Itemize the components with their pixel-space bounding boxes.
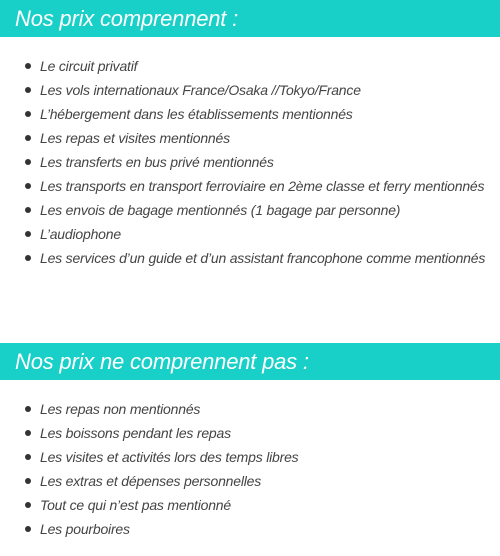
list-item: Les repas et visites mentionnés: [0, 126, 500, 150]
list-item: Les transports en transport ferroviaire en 2ème classe et ferry mentionnés: [0, 174, 500, 198]
included-section-title: Nos prix comprennent :: [0, 0, 500, 37]
list-item: Les visites et activités lors des temps libres: [0, 445, 500, 469]
list-item: Les extras et dépenses personnelles: [0, 469, 500, 493]
list-item: Les vols internationaux France/Osaka //Tokyo/France: [0, 78, 500, 102]
list-item: Les boissons pendant les repas: [0, 421, 500, 445]
list-item: Les services d’un guide et d’un assistant francophone comme mentionnés: [0, 246, 500, 270]
list-item: L’hébergement dans les établissements mentionnés: [0, 102, 500, 126]
list-item: Le circuit privatif: [0, 54, 500, 78]
included-list: [0, 54, 500, 270]
list-item: Les envois de bagage mentionnés (1 bagage par personne): [0, 198, 500, 222]
list-item: Tout ce qui n’est pas mentionné: [0, 493, 500, 517]
excluded-section-title: Nos prix ne comprennent pas :: [0, 343, 500, 380]
list-item: Les transferts en bus privé mentionnés: [0, 150, 500, 174]
excluded-list: [0, 397, 500, 541]
list-item: Les pourboires: [0, 517, 500, 541]
list-item: Les repas non mentionnés: [0, 397, 500, 421]
list-item: L’audiophone: [0, 222, 500, 246]
